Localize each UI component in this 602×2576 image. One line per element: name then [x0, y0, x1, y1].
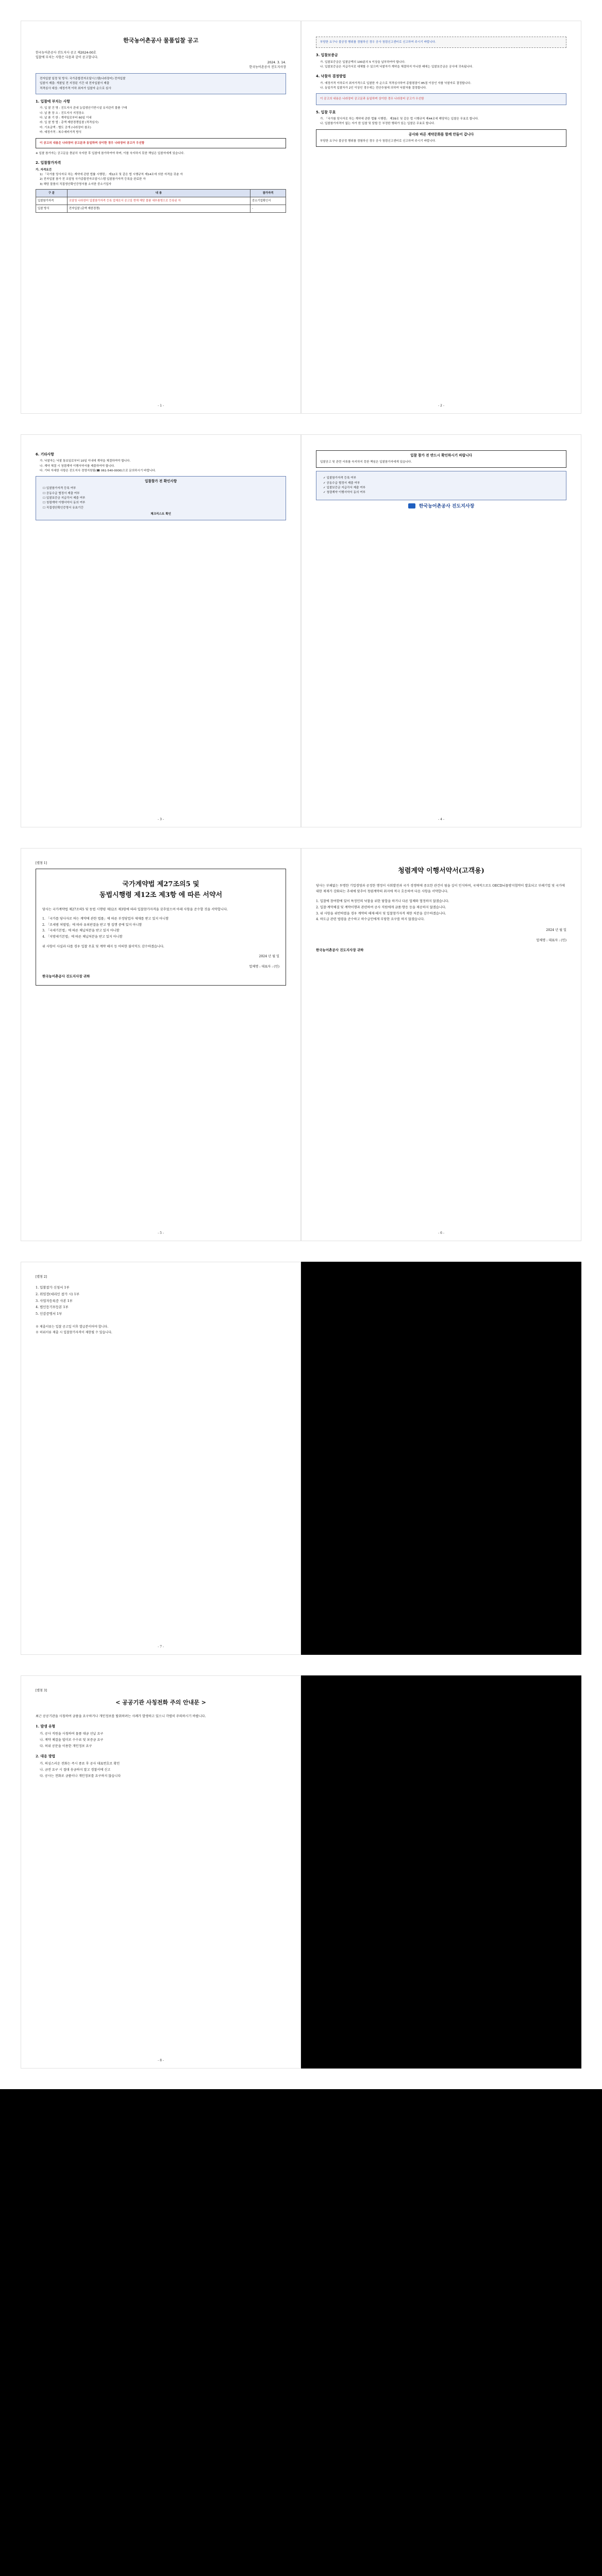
section-4-line: 나. 동일가격 입찰자가 2인 이상인 경우에는 전산추첨에 의하여 낙찰자를 결정합니다. [320, 86, 427, 90]
checklist-title: 입찰참가 전 확인사항 [145, 479, 177, 484]
pledge-frame [36, 869, 286, 986]
final-notice-text: 입찰공고 및 관련 서류를 숙지하지 못한 책임은 입찰참가자에게 있습니다. [320, 460, 412, 464]
table-header: 참가자격 [250, 190, 286, 197]
participant-note: ※ 입찰 참가자는 공고문을 충분히 숙지한 후 입찰에 참가하여야 하며, 이를 숙지하지 못한 책임은 입찰자에게 있습니다. [36, 151, 185, 155]
check-icon: ✓ [323, 486, 327, 490]
check-icon: ✓ [323, 481, 327, 485]
checklist-item: ☐ 입찰보증금 지급각서 제출 여부 [43, 497, 86, 500]
section-6-line: 다. 기타 자세한 사항은 진도지사 경영지원팀(☎ 061-540-0000)으로 문의하시기 바랍니다. [40, 469, 156, 472]
section-3-line: 가. 입찰보증금은 입찰금액의 100분의 5 이상을 납부하여야 합니다. [320, 60, 406, 64]
submission-item: 5. 인감증명서 1부 [36, 1312, 62, 1316]
summary-box [36, 73, 286, 94]
table-row [36, 197, 286, 205]
checkbox-icon: ☐ [43, 501, 46, 505]
pledge-date: 2024 년 월 일 [546, 928, 566, 933]
page-number: - 6 - [438, 1231, 444, 1235]
submission-item: 3. 사업자등록증 사본 1부 [36, 1298, 73, 1303]
table-cell: - [250, 205, 286, 213]
table-row [36, 205, 286, 213]
pledge-title: 청렴계약 이행서약서(고객용) [398, 867, 484, 875]
kr-logo-icon [408, 503, 415, 509]
checkbox-icon: ☐ [43, 506, 46, 510]
table-cell: 입찰참가자격 [36, 197, 68, 205]
pledge-item: 2. 입찰·계약체결 및 계약이행과 관련하여 공사 직원에게 금품·향응 등을 제공하지 않겠습니다. [316, 905, 446, 909]
notice-issuer: 한국농어촌공사 진도지사장 [249, 65, 286, 70]
priority-notice-box [36, 138, 286, 148]
attach3-intro: 최근 공공기관을 사칭하여 금품을 요구하거나 개인정보를 탈취하려는 사례가 발생하고 있으니 각별히 주의하시기 바랍니다. [36, 1714, 206, 1718]
section-1-line: 나. 납 품 장 소 : 진도지사 지정장소 [40, 111, 85, 115]
attach1-to: 한국농어촌공사 진도지사장 귀하 [42, 974, 90, 978]
document-page-5 [21, 848, 301, 1241]
section-5-line: 나. 입찰참가자격이 없는 자가 한 입찰 및 담합 등 부정한 행위가 있는 입찰은 무효로 합니다. [320, 122, 435, 126]
section-5-line: 가. 「국가를 당사자로 하는 계약에 관한 법률 시행령」 제39조 및 같은 법 시행규칙 제44조에 해당하는 입찰은 무효로 합니다. [320, 117, 479, 121]
attach1-intro: 당사는 국가계약법 제27조의5 및 동법 시행령 제12조 제3항에 따라 입찰참가자격을 갖추었으며 아래 사항을 준수할 것을 서약합니다. [42, 907, 228, 911]
section-2-heading: 2. 입찰참가자격 [36, 161, 61, 165]
page-number: - 4 - [438, 818, 444, 821]
checkbox-icon: ☐ [43, 497, 46, 500]
attach3-item: 가. 공사 직원을 사칭하여 물품 대금 선납 요구 [40, 1732, 104, 1736]
section-1-line: 마. 기초금액 : 별도 공개 (나라장터 참조) [40, 126, 91, 129]
notice-title: 한국농어촌공사 물품입찰 공고 [123, 37, 198, 44]
table-cell: 전자입찰 (총액 제한경쟁) [67, 205, 250, 213]
summary-line: 전자입찰 일정 및 방식: 국가종합전자조달시스템(나라장터) 전자입찰 [40, 77, 126, 80]
notice-date: 2024. 3. 14. [267, 60, 286, 64]
final-notice-title: 입찰 참가 전 반드시 확인하시기 바랍니다 [410, 453, 472, 457]
blank-black-area [0, 2089, 602, 2576]
checkbox-icon: ☐ [43, 492, 46, 495]
attach1-item: 1. 「국가를 당사자로 하는 계약에 관한 법률」에 따른 부정당업자 제재를 받고 있지 아니함 [42, 917, 169, 921]
section-3-line: 나. 입찰보증금은 지급각서로 대체할 수 있으며 낙찰자가 계약을 체결하지 아니한 때에는 입찰보증금은 공사에 귀속됩니다. [320, 65, 473, 69]
checklist-item: ✓ 입찰보증금 지급각서 제출 여부 [323, 486, 366, 490]
bid-summary-line: 이 공고의 내용은 나라장터 공고문과 동일하며 상이한 경우 나라장터 공고가 우선함 [320, 97, 424, 101]
info-note-box [316, 37, 566, 48]
section-3-heading: 3. 입찰보증금 [316, 53, 338, 58]
pledge-item: 1. 입찰에 참여함에 있어 특정인의 낙찰을 위한 담합을 하거나 다른 업체와 협정하지 않겠습니다. [316, 900, 449, 904]
attach1-item: 2. 「조세범 처벌법」에 따라 유죄판결을 받고 형 집행 중에 있지 아니함 [42, 923, 142, 927]
attach1-title: 국가계약법 제27조의5 및 동법시행령 제12조 제3항 에 따른 서약서 [99, 880, 223, 899]
check-icon: ✓ [323, 491, 327, 495]
attach1-closing: 위 사항이 사실과 다를 경우 입찰 무효 및 계약 해지 등 어떠한 불이익도 감수하겠습니다. [42, 945, 164, 949]
document-page-2 [301, 21, 581, 414]
attach1-date: 2024 년 월 일 [259, 955, 279, 959]
pledge-signer: 업체명 : 대표자 : (인) [536, 938, 566, 942]
checklist-item: ✓ 공동수급 협정서 제출 여부 [323, 481, 360, 485]
section-2-line: 1) 「국가를 당사자로 하는 계약에 관한 법률 시행령」 제12조 및 같은 법 시행규칙 제14조에 의한 자격을 갖춘 자 [40, 173, 183, 176]
checklist-item: ☐ 직접생산확인증명서 유효기간 [43, 506, 83, 510]
submission-item: 4. 법인등기부등본 1부 [36, 1305, 69, 1310]
section-6-heading: 6. 기타사항 [36, 452, 54, 456]
section-6-line: 나. 계약 체결 시 청렴계약 이행서약서를 제출하여야 합니다. [40, 464, 115, 468]
checklist-item: ✓ 청렴계약 이행서약서 동의 여부 [323, 491, 366, 495]
checklist-item: ✓ 입찰참가자격 등록 여부 [323, 477, 357, 480]
section-1-line: 다. 납 품 기 한 : 계약일로부터 60일 이내 [40, 116, 92, 120]
pledge-intro: 당사는 부패없는 투명한 기업경영과 공정한 행정이 사회발전과 국가 경쟁력에 중요한 관건이 됨을 깊이 인식하며, 국제적으로도 OECD뇌물방지협약이 발효되고 부패기업 및 국가에 대한 제재가 강화되는 추세에 맞추어 청렴계약의 취지에 적극 호응하여 다음 사항을 서약합니다. [316, 884, 565, 893]
checklist-note: 체크리스트 확인 [150, 513, 171, 516]
section-1-line: 라. 입 찰 방 법 : 총액 제한경쟁입찰 (적격심사) [40, 121, 99, 125]
summary-line: 적격심사 대상: 예정가격 이하 최저가 입찰자 순으로 심사 [40, 87, 111, 90]
pledge-to: 한국농어촌공사 진도지사장 귀하 [316, 947, 364, 952]
bid-summary-box [316, 93, 566, 105]
section-2-subheading: 가. 자격요건 [36, 168, 52, 172]
submission-item: 2. 위임장(대리인 참가 시) 1부 [36, 1292, 80, 1296]
section-1-heading: 1. 입찰에 부치는 사항 [36, 99, 70, 104]
attach3-heading-2: 2. 대응 방법 [36, 1754, 56, 1759]
notice-intro: 입찰에 부치는 사항은 다음과 같이 공고합니다. [36, 56, 98, 60]
priority-notice-text: 이 공고의 내용은 나라장터 공고문과 동일하며 상이한 경우 나라장터 공고가 우선함 [40, 141, 145, 145]
document-page-1 [21, 21, 301, 414]
blank-black-page [301, 1675, 581, 2069]
page-number: - 5 - [158, 1231, 164, 1235]
checklist-box [36, 476, 286, 520]
issuer-signature: 한국농어촌공사 진도지사장 [316, 503, 566, 511]
integrity-box-title: 공사와 바른 계약문화를 함께 만들어 갑니다 [408, 132, 474, 137]
checklist-box-2 [316, 471, 566, 500]
page-number: - 2 - [438, 404, 444, 408]
attach3-item: 나. 계약 체결을 빌미로 수수료 및 보증금 요구 [40, 1738, 104, 1742]
table-cell: 조달청 나라장터 입찰참가자격 등록 업체로서 공고일 현재 해당 물품 세부품명으로 등록된 자 [67, 197, 250, 205]
table-header: 구 분 [36, 190, 68, 197]
pledge-item: 3. 위 사항을 위반하였을 경우 계약의 해제·해지 및 입찰참가자격 제한 처분을 감수하겠습니다. [316, 911, 446, 916]
table-header: 내 용 [67, 190, 250, 197]
table-cell: 중소기업확인서 [250, 197, 286, 205]
summary-line: 입찰서 제출: 개찰일 전 지정된 기간 내 전자입찰서 제출 [40, 82, 109, 86]
section-1-line: 가. 입 찰 건 명 : 진도지사 관내 농업생산기반시설 유지관리 물품 구매 [40, 107, 127, 110]
document-page-3 [21, 434, 301, 827]
integrity-box-text: 부당한 요구나 불공정 행위를 경험하신 경우 공사 청렴신고센터로 신고하여 주시기 바랍니다. [320, 139, 436, 143]
submission-item: 1. 입찰참가 신청서 1부 [36, 1285, 70, 1290]
document-page-7 [21, 1262, 301, 1655]
submission-note: ※ 제출서류는 입찰 공고일 이후 발급분이어야 합니다. [36, 1325, 109, 1329]
attachment-tag: [별첨 3] [36, 1689, 47, 1692]
section-6-line: 가. 낙찰자는 낙찰 통보일로부터 10일 이내에 계약을 체결하여야 합니다. [40, 460, 131, 463]
page-number: - 3 - [158, 818, 164, 821]
attach3-item: 나. 금전 요구 시 절대 송금하지 말고 경찰서에 신고 [40, 1768, 111, 1772]
submission-note: ※ 허위서류 제출 시 입찰참가자격이 제한될 수 있습니다. [36, 1330, 112, 1334]
attach3-item: 다. 공사는 전화로 금품이나 개인정보를 요구하지 않습니다 [40, 1774, 121, 1778]
notice-number: 한국농어촌공사 진도지사 공고 제2024-00호 [36, 50, 96, 55]
attachment-tag: [별첨 2] [36, 1275, 47, 1279]
attachment-tag: [별첨 1] [36, 861, 47, 865]
section-4-line: 가. 예정가격 이하로서 최저가격으로 입찰한 자 순으로 적격심사하여 종합평점이 85점 이상인 자를 낙찰자로 결정합니다. [320, 81, 472, 85]
section-2-line: 3) 해당 물품의 직접생산확인증명서를 소지한 중소기업자 [40, 182, 111, 186]
page-number: - 7 - [158, 1645, 164, 1649]
checklist-item: ☐ 청렴계약 이행서약서 동의 여부 [43, 501, 86, 505]
blank-black-page [301, 1262, 581, 1655]
check-icon: ✓ [323, 477, 327, 480]
checkbox-icon: ☐ [43, 487, 46, 490]
bid-qualification-table [36, 189, 286, 213]
attach3-heading-1: 1. 발생 유형 [36, 1724, 56, 1728]
pledge-item: 4. 하도급 관련 법령을 준수하고 하수급인에게 부당한 요구를 하지 않겠습니다. [316, 918, 425, 922]
table-cell: 입찰 방식 [36, 205, 68, 213]
page-number: - 1 - [158, 404, 164, 408]
section-4-heading: 4. 낙찰자 결정방법 [316, 74, 346, 79]
final-notice-box [316, 450, 566, 468]
document-page-9 [21, 1675, 301, 2069]
integrity-box [316, 129, 566, 147]
info-note-line: 부당한 요구나 불공정 행위를 경험하신 경우 공사 청렴신고센터로 신고하여 주시기 바랍니다. [320, 41, 436, 44]
document-page-6 [301, 848, 581, 1241]
attach1-item: 4. 「지방세기본법」에 따른 체납처분을 받고 있지 아니함 [42, 935, 123, 939]
attach1-signer: 업체명 : 대표자 : (인) [249, 964, 279, 969]
attach3-title: < 공공기관 사칭전화 주의 안내문 > [115, 1699, 206, 1706]
document-page-4 [301, 434, 581, 827]
checklist-item: ☐ 공동수급 협정서 제출 여부 [43, 492, 80, 495]
page-number: - 8 - [158, 2059, 164, 2062]
section-2-line: 2) 전자입찰 참가 전 조달청 국가종합전자조달시스템 입찰참가자격 등록을 완료한 자 [40, 178, 146, 181]
checklist-item: ☐ 입찰참가자격 등록 여부 [43, 487, 76, 490]
attach3-item: 가. 의심스러운 전화는 즉시 종료 후 공사 대표번호로 확인 [40, 1762, 120, 1766]
attach1-item: 3. 「국세기본법」에 따른 체납처분을 받고 있지 아니함 [42, 929, 120, 933]
attach3-item: 다. 허위 공문을 이용한 개인정보 요구 [40, 1744, 92, 1748]
section-5-heading: 5. 입찰 무효 [316, 110, 336, 114]
section-1-line: 바. 예정가격 : 복수예비가격 방식 [40, 131, 82, 134]
